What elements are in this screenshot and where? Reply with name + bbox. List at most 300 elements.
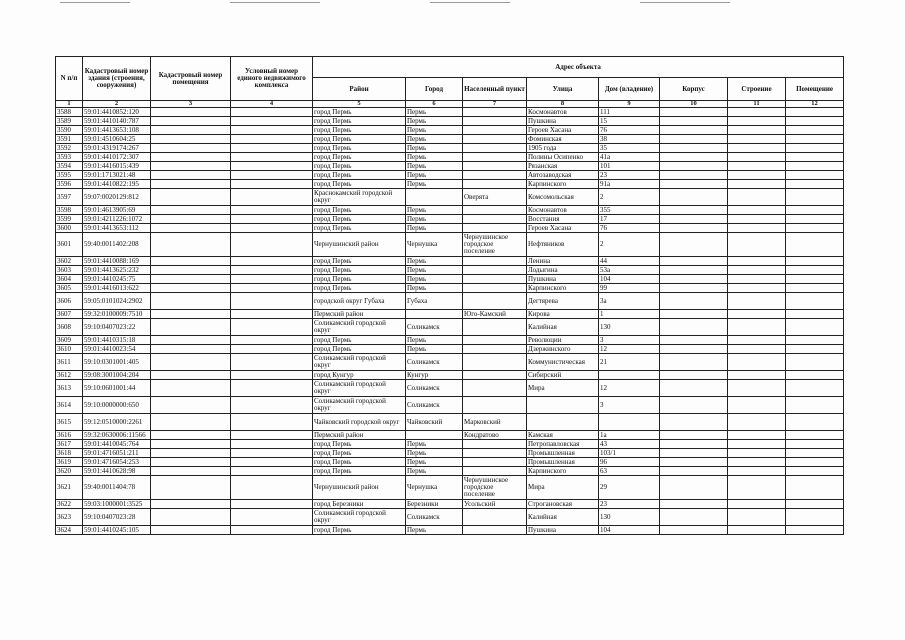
cell-cad-building: 59:01:4410088:169 bbox=[83, 257, 151, 266]
cell-pomeshchenie bbox=[786, 266, 844, 275]
cell-cond-number bbox=[231, 257, 313, 266]
cell-korpus bbox=[660, 500, 728, 509]
cell-pomeshchenie bbox=[786, 189, 844, 206]
cell-korpus bbox=[660, 117, 728, 126]
header-house: Дом (владение) bbox=[599, 78, 660, 101]
cell-settlement bbox=[463, 458, 527, 467]
cell-district: город Пермь bbox=[313, 206, 406, 215]
cell-district: Краснокамский городской округ bbox=[313, 189, 406, 206]
cell-n: 3620 bbox=[56, 467, 83, 476]
cell-city: Губаха bbox=[406, 293, 463, 310]
cell-n: 3618 bbox=[56, 449, 83, 458]
table-row bbox=[56, 266, 844, 275]
cell-cond-number bbox=[231, 117, 313, 126]
cell-house: 38 bbox=[599, 135, 660, 144]
cell-korpus bbox=[660, 153, 728, 162]
cell-street: Кирова bbox=[527, 310, 599, 319]
col-number: 2 bbox=[83, 101, 151, 108]
cell-cond-number bbox=[231, 354, 313, 371]
cell-house bbox=[599, 414, 660, 431]
cell-district: город Пермь bbox=[313, 336, 406, 345]
cell-cad-building: 59:01:4413653:108 bbox=[83, 126, 151, 135]
cell-street: Промышленная bbox=[527, 458, 599, 467]
cell-n: 3590 bbox=[56, 126, 83, 135]
table-row bbox=[56, 319, 844, 336]
table-row bbox=[56, 135, 844, 144]
cell-city: Пермь bbox=[406, 153, 463, 162]
cell-district: город Пермь bbox=[313, 108, 406, 117]
cell-city: Пермь bbox=[406, 526, 463, 535]
cell-korpus bbox=[660, 126, 728, 135]
cell-korpus bbox=[660, 206, 728, 215]
cell-pomeshchenie bbox=[786, 144, 844, 153]
cell-street: Пушкина bbox=[527, 275, 599, 284]
cell-korpus bbox=[660, 266, 728, 275]
cell-cad-room bbox=[151, 458, 231, 467]
cell-cad-room bbox=[151, 126, 231, 135]
table-row bbox=[56, 440, 844, 449]
cell-pomeshchenie bbox=[786, 345, 844, 354]
cell-pomeshchenie bbox=[786, 319, 844, 336]
cell-street: Нефтяников bbox=[527, 233, 599, 257]
cell-stroenie bbox=[728, 476, 786, 500]
cell-n: 3591 bbox=[56, 135, 83, 144]
cell-cond-number bbox=[231, 500, 313, 509]
cell-street: Карпинского bbox=[527, 467, 599, 476]
cell-settlement bbox=[463, 275, 527, 284]
table-row bbox=[56, 458, 844, 467]
cell-pomeshchenie bbox=[786, 526, 844, 535]
cell-district: Чернушинский район bbox=[313, 233, 406, 257]
cell-district: город Пермь bbox=[313, 345, 406, 354]
cell-korpus bbox=[660, 108, 728, 117]
cell-cond-number bbox=[231, 397, 313, 414]
cell-cond-number bbox=[231, 431, 313, 440]
table-row bbox=[56, 233, 844, 257]
cell-pomeshchenie bbox=[786, 215, 844, 224]
cell-cond-number bbox=[231, 458, 313, 467]
cell-settlement bbox=[463, 336, 527, 345]
cell-korpus bbox=[660, 380, 728, 397]
cell-cad-room bbox=[151, 266, 231, 275]
cell-stroenie bbox=[728, 108, 786, 117]
cell-korpus bbox=[660, 215, 728, 224]
header-n: N п/п bbox=[56, 57, 83, 101]
cell-cond-number bbox=[231, 266, 313, 275]
cell-cond-number bbox=[231, 509, 313, 526]
cell-pomeshchenie bbox=[786, 206, 844, 215]
cell-cad-room bbox=[151, 206, 231, 215]
cell-cad-building: 59:01:4613905:69 bbox=[83, 206, 151, 215]
cell-house: 103/1 bbox=[599, 449, 660, 458]
cell-house: 76 bbox=[599, 224, 660, 233]
cell-district: город Пермь bbox=[313, 215, 406, 224]
cell-street: Фоминская bbox=[527, 135, 599, 144]
cell-city: Пермь bbox=[406, 224, 463, 233]
cell-n: 3597 bbox=[56, 189, 83, 206]
cell-stroenie bbox=[728, 500, 786, 509]
cell-street bbox=[527, 414, 599, 431]
cell-n: 3613 bbox=[56, 380, 83, 397]
cell-cond-number bbox=[231, 319, 313, 336]
cell-cond-number bbox=[231, 345, 313, 354]
cell-district: Соликамский городской округ bbox=[313, 319, 406, 336]
cell-cond-number bbox=[231, 414, 313, 431]
cell-cond-number bbox=[231, 215, 313, 224]
cell-city: Березники bbox=[406, 500, 463, 509]
cell-cad-building: 59:32:0630006:11566 bbox=[83, 431, 151, 440]
cell-cad-room bbox=[151, 153, 231, 162]
cell-cad-building: 59:40:0011404:78 bbox=[83, 476, 151, 500]
cell-street: Калийная bbox=[527, 319, 599, 336]
cell-pomeshchenie bbox=[786, 224, 844, 233]
cell-street: Строгановская bbox=[527, 500, 599, 509]
cell-city: Пермь bbox=[406, 449, 463, 458]
cell-street: Полины Осипенко bbox=[527, 153, 599, 162]
top-edge-mark bbox=[230, 2, 320, 3]
cell-house: 15 bbox=[599, 117, 660, 126]
cell-house: 21 bbox=[599, 354, 660, 371]
cell-settlement bbox=[463, 284, 527, 293]
cell-house: 44 bbox=[599, 257, 660, 266]
cell-street: Рязанская bbox=[527, 162, 599, 171]
cell-n: 3615 bbox=[56, 414, 83, 431]
cell-n: 3622 bbox=[56, 500, 83, 509]
cell-street: Камская bbox=[527, 431, 599, 440]
cell-n: 3588 bbox=[56, 108, 83, 117]
cell-settlement bbox=[463, 509, 527, 526]
header-cond-number: Условный номер единого недвижимого комплекса bbox=[231, 57, 313, 101]
cell-house: 91а bbox=[599, 180, 660, 189]
cell-cond-number bbox=[231, 440, 313, 449]
cell-cad-building: 59:10:0407023:22 bbox=[83, 319, 151, 336]
cell-n: 3617 bbox=[56, 440, 83, 449]
cell-stroenie bbox=[728, 336, 786, 345]
cell-district: Чернушинский район bbox=[313, 476, 406, 500]
cell-stroenie bbox=[728, 162, 786, 171]
cell-house bbox=[599, 371, 660, 380]
cell-city: Соликамск bbox=[406, 509, 463, 526]
cell-korpus bbox=[660, 371, 728, 380]
cell-house: 2 bbox=[599, 189, 660, 206]
cell-korpus bbox=[660, 526, 728, 535]
cell-city: Пермь bbox=[406, 458, 463, 467]
cell-cad-room bbox=[151, 310, 231, 319]
cell-settlement bbox=[463, 440, 527, 449]
cell-stroenie bbox=[728, 397, 786, 414]
cell-district: Пермский район bbox=[313, 431, 406, 440]
cell-cond-number bbox=[231, 224, 313, 233]
cell-street: Пушкина bbox=[527, 117, 599, 126]
cell-stroenie bbox=[728, 144, 786, 153]
cell-cad-building: 59:01:4716051:211 bbox=[83, 449, 151, 458]
cell-street: Дегтярева bbox=[527, 293, 599, 310]
cell-settlement: Усольский bbox=[463, 500, 527, 509]
table-row bbox=[56, 108, 844, 117]
cell-street: Космонавтов bbox=[527, 206, 599, 215]
cell-cad-building: 59:01:4410245:105 bbox=[83, 526, 151, 535]
cell-pomeshchenie bbox=[786, 117, 844, 126]
cell-house: 355 bbox=[599, 206, 660, 215]
cell-n: 3602 bbox=[56, 257, 83, 266]
cell-house: 2 bbox=[599, 233, 660, 257]
cell-korpus bbox=[660, 397, 728, 414]
cell-cond-number bbox=[231, 336, 313, 345]
cell-pomeshchenie bbox=[786, 414, 844, 431]
table-row bbox=[56, 117, 844, 126]
cell-korpus bbox=[660, 310, 728, 319]
cell-district: город Пермь bbox=[313, 449, 406, 458]
register-table bbox=[55, 56, 844, 535]
cell-korpus bbox=[660, 336, 728, 345]
cell-stroenie bbox=[728, 371, 786, 380]
cell-cad-building: 59:03:1000001:3525 bbox=[83, 500, 151, 509]
table-row bbox=[56, 162, 844, 171]
table-row bbox=[56, 171, 844, 180]
cell-cad-room bbox=[151, 135, 231, 144]
cell-house: 101 bbox=[599, 162, 660, 171]
cell-district: Пермский район bbox=[313, 310, 406, 319]
cell-pomeshchenie bbox=[786, 126, 844, 135]
cell-house: 130 bbox=[599, 319, 660, 336]
cell-settlement: Оверята bbox=[463, 189, 527, 206]
cell-district: город Пермь bbox=[313, 526, 406, 535]
cell-n: 3619 bbox=[56, 458, 83, 467]
cell-city: Кунгур bbox=[406, 371, 463, 380]
cell-city: Пермь bbox=[406, 284, 463, 293]
cell-cond-number bbox=[231, 162, 313, 171]
cell-pomeshchenie bbox=[786, 380, 844, 397]
cell-cad-room bbox=[151, 215, 231, 224]
cell-stroenie bbox=[728, 319, 786, 336]
header-address: Адрес объекта bbox=[313, 57, 844, 78]
cell-cad-room bbox=[151, 293, 231, 310]
table-row bbox=[56, 354, 844, 371]
cell-n: 3606 bbox=[56, 293, 83, 310]
cell-city: Пермь bbox=[406, 440, 463, 449]
cell-cad-room bbox=[151, 224, 231, 233]
cell-korpus bbox=[660, 319, 728, 336]
cell-stroenie bbox=[728, 293, 786, 310]
cell-n: 3601 bbox=[56, 233, 83, 257]
cell-district: Соликамский городской округ bbox=[313, 380, 406, 397]
cell-stroenie bbox=[728, 354, 786, 371]
cell-korpus bbox=[660, 171, 728, 180]
cell-korpus bbox=[660, 135, 728, 144]
cell-street: Революции bbox=[527, 336, 599, 345]
cell-cond-number bbox=[231, 293, 313, 310]
cell-city: Пермь bbox=[406, 162, 463, 171]
cell-city: Пермь bbox=[406, 144, 463, 153]
cell-n: 3616 bbox=[56, 431, 83, 440]
cell-n: 3603 bbox=[56, 266, 83, 275]
cell-street: Мира bbox=[527, 476, 599, 500]
cell-stroenie bbox=[728, 509, 786, 526]
cell-n: 3611 bbox=[56, 354, 83, 371]
cell-district: город Пермь bbox=[313, 126, 406, 135]
cell-district: городской округ Губаха bbox=[313, 293, 406, 310]
cell-city: Чернушка bbox=[406, 476, 463, 500]
cell-street: Петропавловская bbox=[527, 440, 599, 449]
cell-city: Пермь bbox=[406, 171, 463, 180]
cell-house: 3 bbox=[599, 336, 660, 345]
cell-cad-building: 59:12:0510000:2261 bbox=[83, 414, 151, 431]
col-number: 10 bbox=[660, 101, 728, 108]
cell-stroenie bbox=[728, 380, 786, 397]
col-number: 3 bbox=[151, 101, 231, 108]
cell-stroenie bbox=[728, 224, 786, 233]
cell-street: Космонавтов bbox=[527, 108, 599, 117]
cell-cad-building: 59:01:4410023:54 bbox=[83, 345, 151, 354]
cell-cad-room bbox=[151, 284, 231, 293]
cell-korpus bbox=[660, 162, 728, 171]
cell-stroenie bbox=[728, 440, 786, 449]
cell-pomeshchenie bbox=[786, 108, 844, 117]
cell-house: 76 bbox=[599, 126, 660, 135]
cell-cad-room bbox=[151, 526, 231, 535]
cell-house: 12 bbox=[599, 345, 660, 354]
cell-cad-room bbox=[151, 117, 231, 126]
cell-cad-room bbox=[151, 180, 231, 189]
cell-street: Сибирский bbox=[527, 371, 599, 380]
table-row bbox=[56, 206, 844, 215]
cell-cad-building: 59:01:4716054:253 bbox=[83, 458, 151, 467]
cell-korpus bbox=[660, 467, 728, 476]
cell-cad-room bbox=[151, 449, 231, 458]
cell-cad-building: 59:01:4413653:112 bbox=[83, 224, 151, 233]
cell-house: 29 bbox=[599, 476, 660, 500]
cell-house: 43 bbox=[599, 440, 660, 449]
cell-settlement bbox=[463, 171, 527, 180]
cell-cad-room bbox=[151, 414, 231, 431]
cell-settlement bbox=[463, 144, 527, 153]
cell-pomeshchenie bbox=[786, 153, 844, 162]
cell-district: город Пермь bbox=[313, 135, 406, 144]
cell-pomeshchenie bbox=[786, 449, 844, 458]
header-cad-building: Кадастровый номер здания (строения, сооружения) bbox=[83, 57, 151, 101]
cell-cad-building: 59:01:4410628:98 bbox=[83, 467, 151, 476]
cell-n: 3593 bbox=[56, 153, 83, 162]
cell-pomeshchenie bbox=[786, 233, 844, 257]
cell-city: Чайковский bbox=[406, 414, 463, 431]
cell-city: Соликамск bbox=[406, 354, 463, 371]
cell-cond-number bbox=[231, 135, 313, 144]
cell-settlement bbox=[463, 117, 527, 126]
cell-korpus bbox=[660, 233, 728, 257]
cell-pomeshchenie bbox=[786, 509, 844, 526]
table-row bbox=[56, 224, 844, 233]
col-number: 5 bbox=[313, 101, 406, 108]
cell-house: 104 bbox=[599, 526, 660, 535]
cell-city: Пермь bbox=[406, 336, 463, 345]
cell-cond-number bbox=[231, 380, 313, 397]
cell-stroenie bbox=[728, 414, 786, 431]
cell-settlement bbox=[463, 345, 527, 354]
cell-cad-building: 59:01:4211226:1072 bbox=[83, 215, 151, 224]
cell-settlement bbox=[463, 108, 527, 117]
cell-cad-building: 59:10:0301001:405 bbox=[83, 354, 151, 371]
cell-house: 130 bbox=[599, 509, 660, 526]
cell-stroenie bbox=[728, 233, 786, 257]
cell-city: Пермь bbox=[406, 126, 463, 135]
cell-n: 3610 bbox=[56, 345, 83, 354]
cell-n: 3599 bbox=[56, 215, 83, 224]
col-number: 11 bbox=[728, 101, 786, 108]
col-number: 12 bbox=[786, 101, 844, 108]
header-district: Район bbox=[313, 78, 406, 101]
cell-n: 3594 bbox=[56, 162, 83, 171]
cell-cad-room bbox=[151, 257, 231, 266]
table-row bbox=[56, 414, 844, 431]
cell-city: Пермь bbox=[406, 266, 463, 275]
header-settlement: Населенный пункт bbox=[463, 78, 527, 101]
cell-cond-number bbox=[231, 310, 313, 319]
cell-district: город Пермь bbox=[313, 467, 406, 476]
cell-stroenie bbox=[728, 431, 786, 440]
cell-stroenie bbox=[728, 266, 786, 275]
cell-district: город Пермь bbox=[313, 153, 406, 162]
cell-pomeshchenie bbox=[786, 500, 844, 509]
cell-cad-building: 59:05:0101024:2902 bbox=[83, 293, 151, 310]
cell-cond-number bbox=[231, 171, 313, 180]
cell-cad-building: 59:01:1713021:48 bbox=[83, 171, 151, 180]
cell-cond-number bbox=[231, 153, 313, 162]
cell-cond-number bbox=[231, 108, 313, 117]
cell-street: Лодыгина bbox=[527, 266, 599, 275]
cell-city: Соликамск bbox=[406, 319, 463, 336]
cell-cond-number bbox=[231, 233, 313, 257]
cell-city bbox=[406, 310, 463, 319]
cell-district: Соликамский городской округ bbox=[313, 509, 406, 526]
cell-street: Комсомольская bbox=[527, 189, 599, 206]
cell-settlement bbox=[463, 162, 527, 171]
cell-cad-room bbox=[151, 319, 231, 336]
cell-district: Чайковский городской округ bbox=[313, 414, 406, 431]
cell-street: Карпинского bbox=[527, 180, 599, 189]
cell-korpus bbox=[660, 275, 728, 284]
cell-district: город Пермь bbox=[313, 144, 406, 153]
cell-city: Пермь bbox=[406, 117, 463, 126]
cell-n: 3589 bbox=[56, 117, 83, 126]
cell-settlement bbox=[463, 257, 527, 266]
cell-n: 3624 bbox=[56, 526, 83, 535]
cell-n: 3608 bbox=[56, 319, 83, 336]
cell-district: город Березники bbox=[313, 500, 406, 509]
cell-stroenie bbox=[728, 180, 786, 189]
cell-korpus bbox=[660, 476, 728, 500]
cell-stroenie bbox=[728, 458, 786, 467]
cell-cad-building: 59:01:4510604:25 bbox=[83, 135, 151, 144]
cell-cad-building: 59:01:4319174:267 bbox=[83, 144, 151, 153]
cell-stroenie bbox=[728, 284, 786, 293]
cell-settlement bbox=[463, 215, 527, 224]
col-number: 9 bbox=[599, 101, 660, 108]
cell-settlement bbox=[463, 319, 527, 336]
cell-settlement bbox=[463, 467, 527, 476]
cell-house: 17 bbox=[599, 215, 660, 224]
cell-cad-room bbox=[151, 440, 231, 449]
cell-pomeshchenie bbox=[786, 275, 844, 284]
cell-n: 3595 bbox=[56, 171, 83, 180]
cell-cond-number bbox=[231, 126, 313, 135]
column-number-row bbox=[56, 101, 844, 108]
cell-cad-room bbox=[151, 171, 231, 180]
table-row bbox=[56, 189, 844, 206]
cell-city: Пермь bbox=[406, 135, 463, 144]
cell-pomeshchenie bbox=[786, 397, 844, 414]
cell-street: Калийная bbox=[527, 509, 599, 526]
cell-house: 1а bbox=[599, 431, 660, 440]
